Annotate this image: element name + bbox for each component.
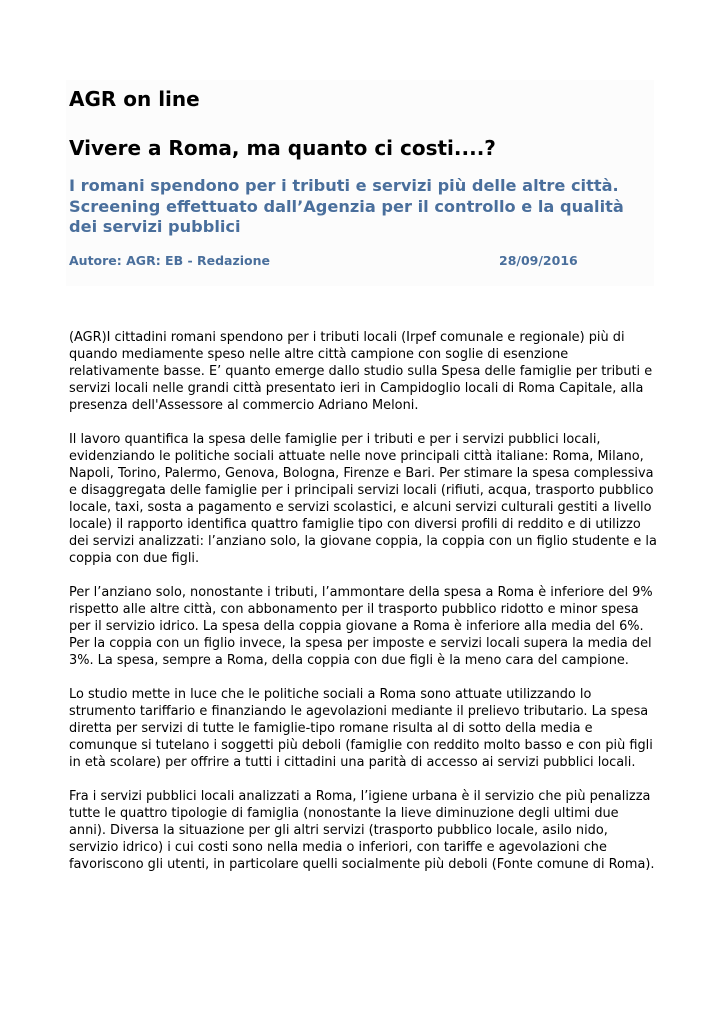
article-paragraph: Fra i servizi pubblici locali analizzati a Roma, l’igiene urbana è il servizio che più penalizza tutte le quattro tipologie di famiglia (nonostante la lieve diminuzione degli ultimi due anni). Diversa la situazione per gli altri servizi (trasporto pubblico locale, asilo nido, servizio idrico) i cui costi sono nella media o inferiori, con tariffe e agevolazioni che favoriscono gli utenti, in particolare quelli socialmente più deboli (Fonte comune di Roma). — [69, 789, 655, 872]
article-author: Autore: AGR: EB - Redazione — [69, 253, 271, 268]
article-paragraph: Il lavoro quantifica la spesa delle famiglie per i tributi e per i servizi pubblici locali, evidenziando le politiche sociali attuate nelle nove principali città italiane: Roma, Milano, Napoli, Torino, Palermo, Genova, Bologna, Firenze e Bari. Per stimare la spesa complessiva e disaggregata delle famiglie per i principali servizi locali (rifiuti, acqua, trasporto pubblico locale, taxi, sosta a pagamento e servizi scolastici, e alcuni servizi culturali gestiti a livello locale) il rapporto identifica quattro famiglie tipo con diversi profili di reddito e di utilizzo dei servizi analizzati: l’anziano solo, la giovane coppia, la coppia con un figlio studente e la coppia con due figli. — [69, 432, 657, 566]
article-paragraph: Per l’anziano solo, nonostante i tributi, l’ammontare della spesa a Roma è inferiore del 9% rispetto alle altre città, con abbonamento per il trasporto pubblico ridotto e minor spesa per il servizio idrico. La spesa della coppia giovane a Roma è inferiore alla media del 6%. Per la coppia con un figlio invece, la spesa per imposte e servizi locali supera la media del 3%. La spesa, sempre a Roma, della coppia con due figli è la meno cara del campione. — [69, 585, 653, 668]
article-paragraph: Lo studio mette in luce che le politiche sociali a Roma sono attuate utilizzando lo strumento tariffario e finanziando le agevolazioni mediante il prelievo tributario. La spesa diretta per servizi di tutte le famiglie-tipo romane risulta al di sotto della media e comunque si tutelano i soggetti più deboli (famiglie con reddito molto basso e con più figli in età scolare) per offrire a tutti i cittadini una parità di accesso ai servizi pubblici locali. — [69, 687, 653, 770]
article-paragraph: (AGR)I cittadini romani spendono per i tributi locali (Irpef comunale e regionale) più di quando mediamente speso nelle altre città campione con soglie di esenzione relativamente basse. E’ quanto emerge dallo studio sulla Spesa delle famiglie per tributi e servizi locali nelle grandi città presentato ieri in Campidoglio locali di Roma Capitale, alla presenza dell'Assessore al commercio Adriano Meloni. — [69, 330, 653, 413]
article-subtitle: I romani spendono per i tributi e servizi più delle altre città. Screening effettuato dall’Agenzia per il controllo e la qualità dei servizi pubblici — [69, 176, 624, 236]
article-body — [69, 329, 659, 890]
article-date: 28/09/2016 — [499, 253, 578, 268]
article-title: Vivere a Roma, ma quanto ci costi....? — [69, 136, 496, 160]
site-title: AGR on line — [69, 87, 200, 111]
